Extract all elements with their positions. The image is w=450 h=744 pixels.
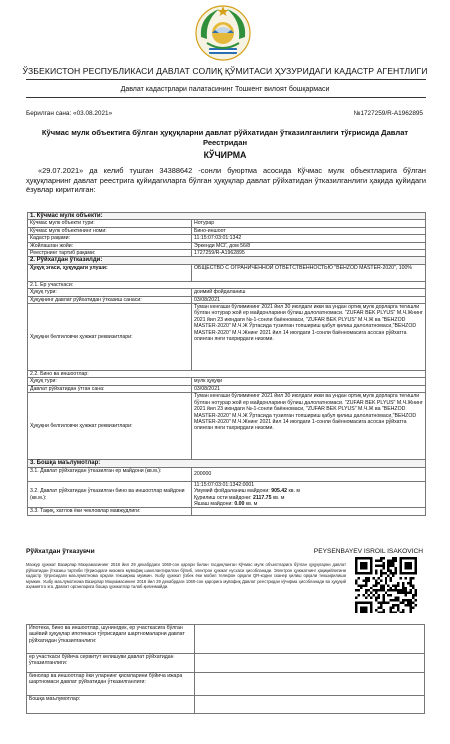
registrar-label: Рўйхатдан ўтказувчи <box>26 548 95 555</box>
department-rule <box>26 97 426 98</box>
table-row: 3.3. Тақиқ, хатлов ёки чекловлар мавжудлиги: <box>28 508 426 515</box>
page-gap <box>0 613 450 623</box>
department-name: Давлат кадастрлари палатасининг Тошкент вилоят бошқармаси <box>120 86 330 93</box>
state-emblem-icon <box>193 3 253 63</box>
table-row: Бошқа маълумотлар: <box>27 696 425 714</box>
table-row: Давлат рўйхатидан ўтган сана: 03/08/2021 <box>28 385 426 392</box>
table-row: Ҳуқуқни белгиловчи ҳужжат реквизитлари: Туман кенгаши бўлимининг 2021 йил 30 июлдаги икки ва ундан ортиқ мулк дорларга тегишли бўлган нотурар жой ер майдонларини бўлиш далолатномаси. "ZUFAR BEK PLYUS" М.Ч.Жнинг 2021 йил 23 июндаги №-1-сонли баённомаси, "ZUFAR BEK PLYUS" М.Ч.Ж ва "BEHZOD MASTER-2020" М.Ч.Ж Ўртасида тузилган топшириш қабул қилиш далолатномаси,"BEHZOD MASTER-2020" М.Ч.Жнинг 2021 йил 14 июлдаги 1-сонли баённомасига асосан рўйхатга олинган янги тахрирдаги низоми. <box>28 393 426 460</box>
table-row: Кўчмас мулк объекти тури: Нотурар <box>28 220 426 227</box>
agency-name: ЎЗБЕКИСТОН РЕСПУБЛИКАСИ ДАВЛАТ СОЛИҚ ҚЎМИТАСИ ҲУЗУРИДАГИ КАДАСТР АГЕНТЛИГИ <box>22 66 428 76</box>
table-row: ер участкаси бўйича сервитут келишуви давлат рўйхатидан ўтказилганлиги: <box>27 654 425 673</box>
registrar-name: PEYSENBAYEV ISROIL ISAKOVICH <box>313 548 423 555</box>
table-row: бинолар ва иншоотлар ёки уларнинг қисмларини бўйича ижара шартномаси давлат рўйхатидан ўтказилганлиги: <box>27 673 425 696</box>
table-row: Кадастр рақами: 11:15:07:03:01:1342 <box>28 235 426 242</box>
issued-date: Берилган сана: «03.08.2021» <box>26 110 113 117</box>
document-subtitle: КЎЧИРМА <box>203 150 247 160</box>
table-row: Ҳуқуқ эгаси, ҳуқуқдаги улуши: ОБЩЕСТВО С ОГРАНИЧЕННОЙ ОТВЕТСТВЕННОСТЬЮ "BEHZOD MASTER-2020", 100% <box>28 264 426 281</box>
section-registration-heading: 2. Рўйхатдан ўтказилди: <box>28 257 426 264</box>
table-row: Ҳуқуқнинг давлат рўйхатидан ўтказиш санаси: 03/08/2021 <box>28 296 426 303</box>
table-row: 2.2. Бино ва иншоотлар: <box>28 371 426 378</box>
section-other-heading: 3. Бошқа маълумотлар: <box>28 460 426 467</box>
table-row: 3.2. Давлат рўйхатидан ўтказилган бино ва иншоотлар майдони (кв.м.): 11:15:07:03:01:1342:0001 Умумий фойдаланиш майдони: 905.42 кв. м Қурилиш ости майдони: 2117.75 кв. м Яшаш майдони: 0.00 кв. м <box>28 481 426 508</box>
table-row: Ҳуқуқни белгиловчи ҳужжат реквизитлари: Туман кенгаши бўлимининг 2021 йил 30 июлдаги икки ва ундан ортиқ мулк дорларга тегишли бўлган нотурар жой ер майдонларини бўлиш далолатномаси. "ZUFAR BEK PLYUS" М.Ч.Жнинг 2021 йил 23 июндаги №-1-сонли баённомаси, "ZUFAR BEK PLYUS" М.Ч.Ж ва "BEHZOD MASTER-2020" М.Ч.Ж Ўртасида тузилган топшириш қабул қилиш далолатномаси,"BEHZOD MASTER-2020" М.Ч.Жнинг 2021 йил 14 июлдаги 1-сонли баённомасига асосан рўйхатга олинган янги тахрирдаги низоми. <box>28 304 426 371</box>
table-row: Реестрнинг тартиб рақами: 1727259/R-A1962895 <box>28 250 426 257</box>
table-row: Кўчмас мулк объектининг номи: Бино-иншоот <box>28 227 426 234</box>
registry-table <box>27 212 426 516</box>
building-area-cell: 11:15:07:03:01:1342:0001 Умумий фойдаланиш майдони: 905.42 кв. м Қурилиш ости майдони: 2117.75 кв. м Яшаш майдони: 0.00 кв. м <box>192 481 426 508</box>
intro-paragraph: «29.07.2021» да келиб тушган 34388642 -сонли буюртма асосида Кўчмас мулк объектларига бўлган ҳуқуқларнинг давлат реестрига қуйидагиларга бўлган ҳуқуқлар давлат рўйхатидан ўтказилганлиги ҳақида қуйидаги ёзувлар киритилган: <box>26 166 426 195</box>
table-row: Ипотека, бино ва иншоотлар, шунингдек, ер участкасига бўлган ашёвий ҳуқуқлар ипотекаси тўғрисидаги шартномаларни давлат рўйхатидан ўтказилганлиги: <box>27 625 425 654</box>
table-row: Ҳуқуқ тури: доимий фойдаланиш <box>28 289 426 296</box>
header-rule <box>26 79 426 80</box>
table-row: Ҳуқуқ тури: мулк ҳуқуқи <box>28 378 426 385</box>
table-row: 2.1. Ер участкаси: <box>28 281 426 288</box>
table-row: 3.1. Давлат рўйхатидан ўтказилган ер майдони (кв.м.): 200000 <box>28 467 426 481</box>
extra-info-table <box>26 624 425 714</box>
registration-number: №1727259/R-A1962895 <box>353 110 423 117</box>
document-title: Кўчмас мулк объектига бўлган ҳуқуқларни давлат рўйхатидан ўтказилганлиги тўғрисида Давлат Реестридан <box>41 128 409 147</box>
qr-code-icon[interactable] <box>355 557 417 619</box>
legal-notice: Мазкур ҳужжат Вазирлар Маҳкамасининг 2018 йил 29 декабрдаги 1060-сон қарори билан тасдиқланган Кўчмас мулк объектларига бўлган ҳуқуқларни давлат рўйхатидан ўтказиш тартиби тўғрисидаги низомга мувофиқ шакллантирилган бўлиб, электрон ҳужжат нусхаси ҳисобланади. Электрон ҳужжатнинг ҳақиқийлигини кадастр тўғрисидаги маълумотнома орқали текшириш мумкин. Ушбу ҳужжат ўзбек ёки мобил телефон орқали QR-кодни сканер қилиш орқали текширилиши мумкин. Ушбу маълумотнома Вазирлар Маҳкамасининг 2018 йил 29 декабрдаги 1060-сон қарорига мувофиқ Давлат реестридан кўчирма ҳисобланади ва ҳуқуқий аҳамиятга эга. Давлат органларига бошқа ҳужжатлар талаб қилинмайди. <box>26 562 346 590</box>
section-object-heading: 1. Кўчмас мулк объекти: <box>28 213 426 220</box>
table-row: Жойлашган жойи: Эркенди МСГ, дом 56/8 <box>28 242 426 249</box>
